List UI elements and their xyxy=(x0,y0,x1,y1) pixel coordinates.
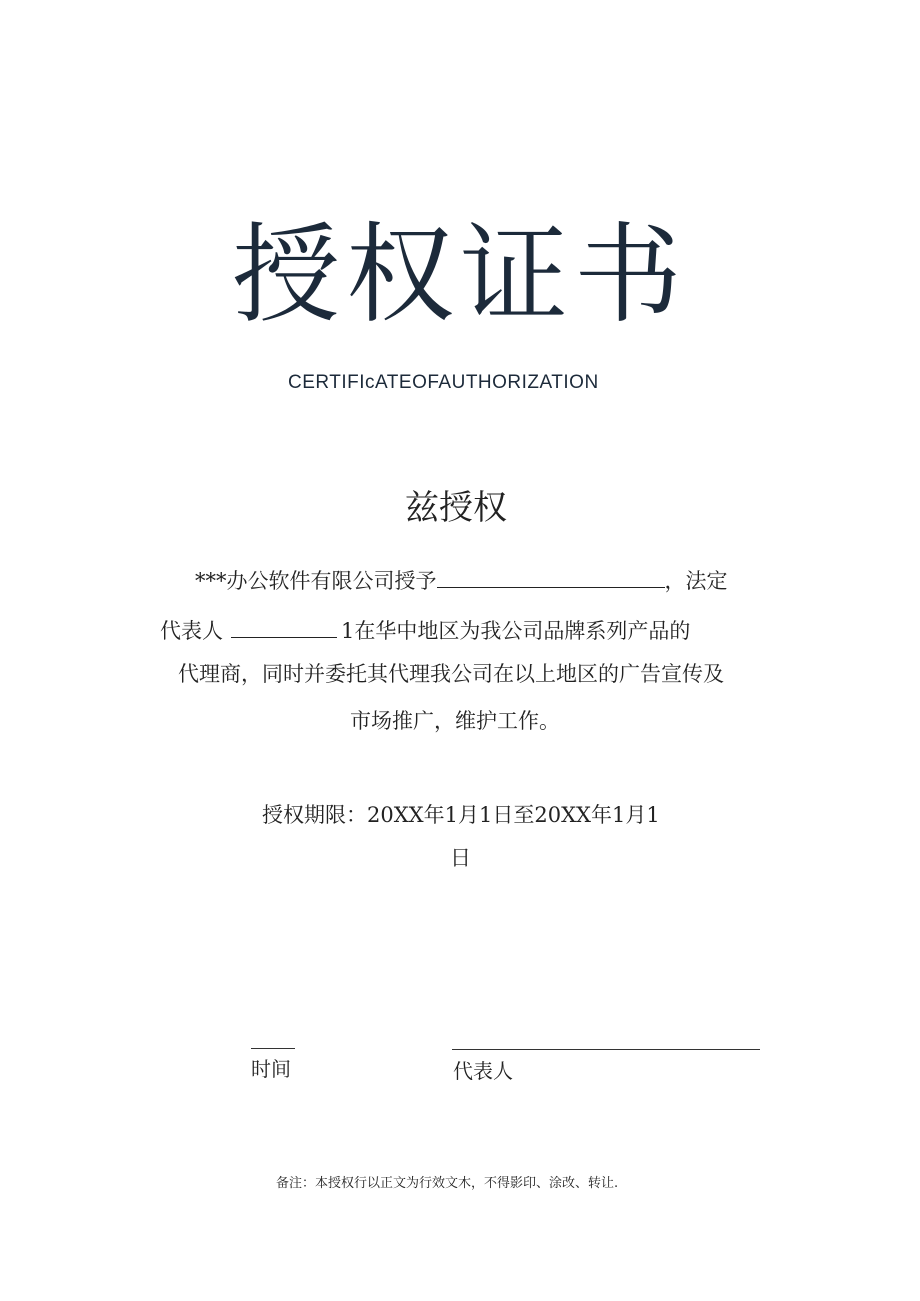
authorization-term: 授权期限：20XX年1月1日至20XX年1月1 xyxy=(262,803,660,827)
body-line-4: 市场推广，维护工作。 xyxy=(350,709,560,733)
footnote: 备注：本授权行以正文为行效文木，不得影印、涂改、转让. xyxy=(276,1176,619,1191)
body-line-2-prefix: 代表人 xyxy=(160,619,223,643)
body-line-2-suffix: 1在华中地区为我公司品牌系列产品的 xyxy=(341,619,691,643)
representative-label: 代表人 xyxy=(453,1059,513,1083)
grant-heading: 兹授权 xyxy=(405,488,507,528)
body-line-1-suffix: ，法定 xyxy=(664,569,728,593)
body-line-3: 代理商，同时并委托其代理我公司在以上地区的广告宣传及 xyxy=(178,662,724,686)
certificate-title: 授权证书 xyxy=(232,213,689,338)
body-line-1-prefix: ***办公软件有限公司授予 xyxy=(195,569,437,593)
authorization-term-continued: 日 xyxy=(450,846,471,870)
body-line-1 xyxy=(195,567,728,592)
time-signature-line xyxy=(251,1048,295,1049)
grantee-blank xyxy=(437,567,665,588)
representative-blank xyxy=(231,617,337,638)
time-label: 时间 xyxy=(251,1057,291,1081)
representative-signature-line xyxy=(452,1049,760,1050)
certificate-subtitle: CERTIFIcATEOFAUTHORIZATION xyxy=(288,372,599,393)
body-line-2 xyxy=(160,617,690,642)
